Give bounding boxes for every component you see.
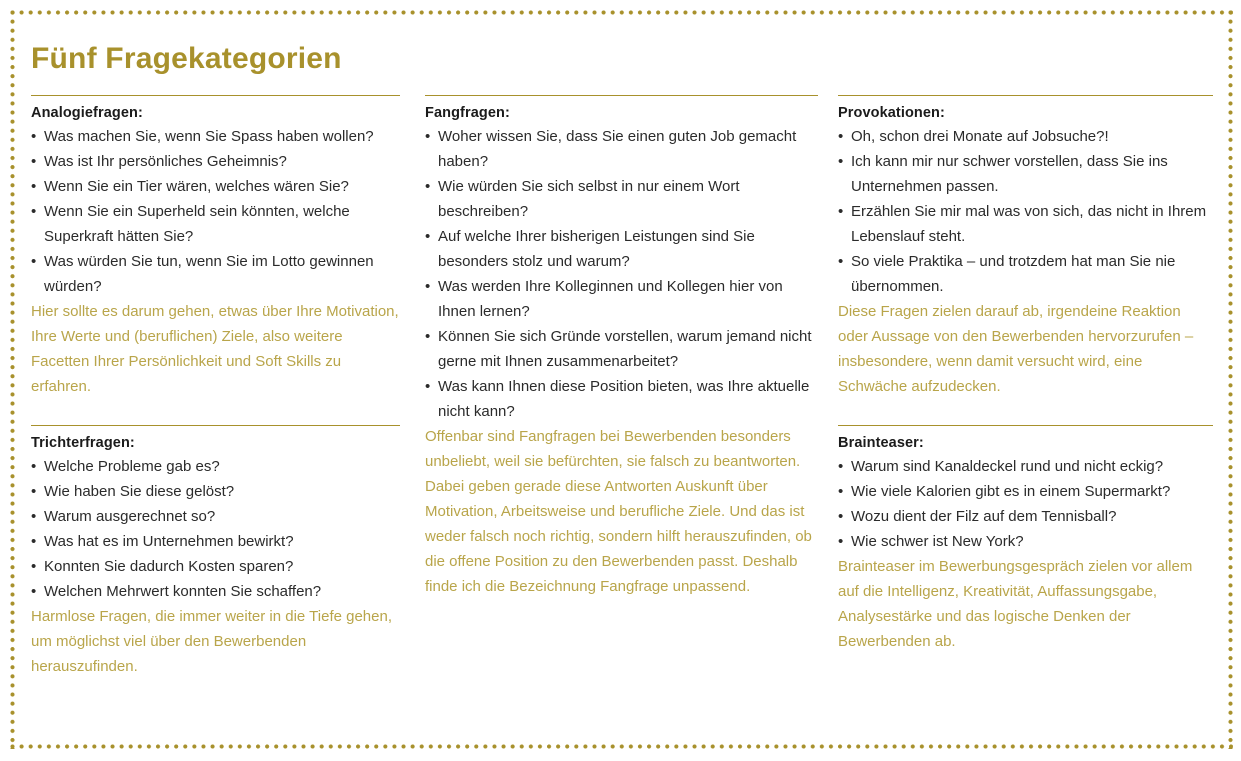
section-rule bbox=[31, 95, 400, 96]
section-heading: Trichterfragen: bbox=[31, 435, 135, 451]
list-item: • Was werden Ihre Kolleginnen und Kollegen hier von Ihnen lernen? bbox=[425, 274, 818, 324]
question-list bbox=[31, 124, 400, 299]
list-item: • Was kann Ihnen diese Position bieten, was Ihre aktuelle nicht kann? bbox=[425, 374, 818, 424]
list-item: • Ich kann mir nur schwer vorstellen, dass Sie ins Unternehmen passen. bbox=[838, 149, 1213, 199]
section-analogiefragen bbox=[31, 95, 400, 399]
section-note: Hier sollte es darum gehen, etwas über Ihre Motivation, Ihre Werte und (beruflichen) Ziele, also weitere Facetten Ihrer Persönlichkeit und Soft Skills zu erfahren. bbox=[31, 303, 399, 395]
list-item: • Auf welche Ihrer bisherigen Leistungen sind Sie besonders stolz und warum? bbox=[425, 224, 818, 274]
list-item: • Was machen Sie, wenn Sie Spass haben wollen? bbox=[31, 124, 400, 149]
list-item: • Wozu dient der Filz auf dem Tennisball? bbox=[838, 504, 1213, 529]
section-trichterfragen bbox=[31, 425, 400, 679]
section-fangfragen bbox=[425, 95, 818, 599]
section-note: Diese Fragen zielen darauf ab, irgendeine Reaktion oder Aussage von den Bewerbenden hervorzurufen – insbesondere, wenn damit versucht wird, eine Schwäche aufzudecken. bbox=[838, 303, 1194, 395]
section-note: Brainteaser im Bewerbungsgespräch zielen vor allem auf die Intelligenz, Kreativität, Auffassungsgabe, Analysestärke und das logische Denken der Bewerbenden ab. bbox=[838, 558, 1193, 650]
border-edge-right bbox=[1228, 10, 1233, 749]
section-provokationen bbox=[838, 95, 1213, 399]
list-item: • Wie würden Sie sich selbst in nur einem Wort beschreiben? bbox=[425, 174, 818, 224]
border-edge-bottom bbox=[10, 744, 1233, 749]
section-note: Harmlose Fragen, die immer weiter in die Tiefe gehen, um möglichst viel über den Bewerbenden herauszufinden. bbox=[31, 608, 392, 675]
list-item: • Was hat es im Unternehmen bewirkt? bbox=[31, 529, 400, 554]
question-list bbox=[838, 124, 1213, 299]
content-columns bbox=[31, 95, 1213, 679]
section-rule bbox=[31, 425, 400, 426]
list-item: • Wenn Sie ein Tier wären, welches wären Sie? bbox=[31, 174, 400, 199]
column-1 bbox=[31, 95, 425, 679]
list-item: • Oh, schon drei Monate auf Jobsuche?! bbox=[838, 124, 1213, 149]
page-title: Fünf Fragekategorien bbox=[31, 42, 342, 75]
section-brainteaser bbox=[838, 425, 1213, 654]
list-item: • Warum sind Kanaldeckel rund und nicht eckig? bbox=[838, 454, 1213, 479]
list-item: • Wie schwer ist New York? bbox=[838, 529, 1213, 554]
list-item: • Wie viele Kalorien gibt es in einem Supermarkt? bbox=[838, 479, 1213, 504]
border-edge-top bbox=[10, 10, 1233, 15]
section-rule bbox=[838, 95, 1213, 96]
list-item: • Welche Probleme gab es? bbox=[31, 454, 400, 479]
section-heading: Analogiefragen: bbox=[31, 105, 143, 121]
list-item: • Woher wissen Sie, dass Sie einen guten Job gemacht haben? bbox=[425, 124, 818, 174]
section-heading: Brainteaser: bbox=[838, 435, 924, 451]
list-item: • Was ist Ihr persönliches Geheimnis? bbox=[31, 149, 400, 174]
list-item: • Was würden Sie tun, wenn Sie im Lotto gewinnen würden? bbox=[31, 249, 400, 299]
list-item: • Erzählen Sie mir mal was von sich, das nicht in Ihrem Lebenslauf steht. bbox=[838, 199, 1213, 249]
question-list bbox=[425, 124, 818, 424]
question-list bbox=[31, 454, 400, 604]
question-list bbox=[838, 454, 1213, 554]
section-rule bbox=[838, 425, 1213, 426]
list-item: • Können Sie sich Gründe vorstellen, warum jemand nicht gerne mit Ihnen zusammenarbeitet? bbox=[425, 324, 818, 374]
list-item: • Wie haben Sie diese gelöst? bbox=[31, 479, 400, 504]
list-item: • Wenn Sie ein Superheld sein könnten, welche Superkraft hätten Sie? bbox=[31, 199, 400, 249]
list-item: • Welchen Mehrwert konnten Sie schaffen? bbox=[31, 579, 400, 604]
list-item: • So viele Praktika – und trotzdem hat man Sie nie übernommen. bbox=[838, 249, 1213, 299]
border-edge-left bbox=[10, 10, 15, 749]
column-2 bbox=[425, 95, 838, 679]
section-rule bbox=[425, 95, 818, 96]
list-item: • Warum ausgerechnet so? bbox=[31, 504, 400, 529]
list-item: • Konnten Sie dadurch Kosten sparen? bbox=[31, 554, 400, 579]
section-heading: Provokationen: bbox=[838, 105, 945, 121]
section-note: Offenbar sind Fangfragen bei Bewerbenden besonders unbeliebt, weil sie befürchten, sie falsch zu beantworten. Dabei geben gerade diese Antworten Auskunft über Motivation, Arbeitsweise und berufliche Ziele. Und das ist weder falsch noch richtig, sondern hilft herauszufinden, ob die offene Position zu den Bewerbenden passt. Deshalb finde ich die Bezeichnung Fangfrage unpassend. bbox=[425, 428, 812, 595]
column-3 bbox=[838, 95, 1213, 679]
section-heading: Fangfragen: bbox=[425, 105, 510, 121]
